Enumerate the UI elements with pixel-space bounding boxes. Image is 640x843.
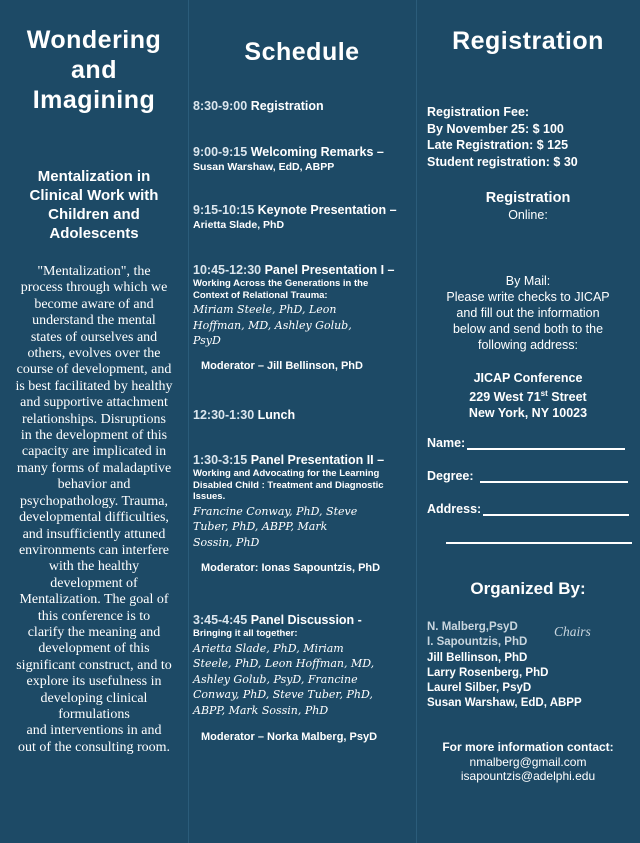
panel-2-speakers: Francine Conway, PhD, Steve Tuber, PhD, ABPP, Mark Sossin, PhD xyxy=(193,504,358,549)
mail-instructions: By Mail: Please write checks to JICAP and fill out the information below and send both to the following address: xyxy=(446,274,610,352)
schedule-column xyxy=(188,0,417,843)
intro-column xyxy=(0,0,189,843)
conference-subtitle: Mentalization in Clinical Work with Children and Adolescents xyxy=(29,168,159,242)
description-line: explore its usefulness in xyxy=(26,674,162,690)
schedule-title: Schedule xyxy=(244,38,360,66)
panel-1-speakers: Miriam Steele, PhD, Leon Hoffman, MD, Ashley Golub, PsyD xyxy=(193,303,352,347)
description-line: is best facilitated by healthy xyxy=(15,378,173,394)
name-line[interactable] xyxy=(467,436,625,450)
description-line: and interventions in and xyxy=(26,723,162,739)
degree-field[interactable]: Degree: xyxy=(427,469,628,483)
description-line: formulations xyxy=(58,706,130,722)
description-line: with the healthy xyxy=(48,559,140,575)
description-line: development of this xyxy=(38,641,150,657)
description-line: in the development of this xyxy=(20,428,168,444)
description-line: relationships. Disruptions xyxy=(22,411,166,427)
description-line: environments can interfere xyxy=(18,542,170,558)
conference-title: Wondering and Imagining xyxy=(26,26,162,114)
conference-description xyxy=(0,264,188,756)
online-registration-label: Online: xyxy=(508,208,548,222)
panel-1-moderator: Moderator – Jill Bellinson, PhD xyxy=(201,359,363,372)
description-line: others, evolves over the xyxy=(27,346,161,362)
description-line: behavior and xyxy=(57,477,131,493)
registration-title: Registration xyxy=(452,27,604,55)
schedule-item-registration: 8:30-9:00 Registration xyxy=(193,99,324,113)
schedule-item-welcome: 9:00-9:15 Welcoming Remarks – Susan Warshaw, EdD, ABPP xyxy=(193,145,384,173)
organizer-list: N. Malberg,PsyD I. Sapountzis, PhD Jill Bellinson, PhD Larry Rosenberg, PhD Laurel Silber, PsyD Susan Warshaw, EdD, ABPP xyxy=(427,621,582,710)
panel-2-moderator: Moderator: Ionas Sapountzis, PhD xyxy=(201,562,381,574)
description-line: "Mentalization", the xyxy=(37,264,151,279)
email-link-sapountzis[interactable]: isapountzis@adelphi.edu xyxy=(460,769,596,783)
address-line-1[interactable] xyxy=(483,502,629,516)
schedule-item-keynote: 9:15-10:15 Keynote Presentation – Arietta Slade, PhD xyxy=(193,203,397,231)
organized-by-title: Organized By: xyxy=(470,579,586,598)
mailing-address: JICAP Conference 229 West 71st Street New York, NY 10023 xyxy=(468,371,588,421)
schedule-item-panel-2: 1:30-3:15 Panel Presentation II – Working and Advocating for the Learning Disabled Child : Treatment and Diagnostic Issues. Francine Conway, PhD, Steve Tuber, PhD, ABPP, Mark Sossin, PhD Moderator: Ionas Sapountzis, PhD xyxy=(193,452,412,575)
description-line: understand the mental xyxy=(32,313,156,329)
schedule-item-panel-1: 10:45-12:30 Panel Presentation I – Working Across the Generations in the Context of Relational Trauma: Miriam Steele, PhD, Leon Hoffman, MD, Ashley Golub, PsyD Moderator – Jill Bellinson, PhD xyxy=(193,262,412,373)
description-line: developmental difficulties, xyxy=(19,510,169,526)
schedule-item-discussion: 3:45-4:45 Panel Discussion - Bringing it all together: Arietta Slade, PhD, Miriam Steele, PhD, Leon Hoffman, MD, Ashley Golub, PsyD, Francine Conway, PhD, Steve Tuber, PhD, ABPP, Mark Sossin, PhD Moderator – Norka Malberg, PsyD xyxy=(193,612,412,744)
contact-info: For more information contact: nmalberg@gmail.com isapountzis@adelphi.edu xyxy=(416,740,640,784)
description-line: states of ourselves and xyxy=(30,329,158,345)
registration-column xyxy=(416,0,640,843)
address-field-2[interactable] xyxy=(444,530,632,544)
online-registration-title: Registration xyxy=(485,190,571,206)
description-line: and insufficiently attuned xyxy=(22,526,166,542)
description-line: out of the consulting room. xyxy=(17,739,171,755)
description-line: course of development, and xyxy=(16,362,172,378)
schedule-item-lunch: 12:30-1:30 Lunch xyxy=(193,408,296,422)
name-field[interactable]: Name: xyxy=(427,436,625,450)
degree-line[interactable] xyxy=(480,469,628,483)
description-line: developing clinical xyxy=(40,690,148,706)
description-line: process through which we xyxy=(20,280,168,296)
description-line: development of xyxy=(50,575,138,591)
discussion-moderator: Moderator – Norka Malberg, PsyD xyxy=(201,731,378,743)
description-line: and supportive attachment xyxy=(20,395,168,411)
description-line: this conference is to xyxy=(37,608,151,624)
description-line: become aware of and xyxy=(34,296,154,312)
email-link-malberg[interactable]: nmalberg@gmail.com xyxy=(469,754,587,769)
description-line: clarify the meaning and xyxy=(27,624,161,640)
description-line: many forms of maladaptive xyxy=(16,460,172,476)
address-field[interactable]: Address: xyxy=(427,502,629,516)
description-line: Mentalization. The goal of xyxy=(19,592,169,608)
description-line: psychopathology. Trauma, xyxy=(19,493,169,509)
chairs-label: Chairs xyxy=(554,624,591,639)
discussion-speakers: Arietta Slade, PhD, Miriam Steele, PhD, Leon Hoffman, MD, Ashley Golub, PsyD, Francine Conway, PhD, Steve Tuber, PhD, ABPP, Mark Sossin, PhD xyxy=(193,641,375,717)
description-line: significant construct, and to xyxy=(16,657,172,673)
description-line: capacity are implicated in xyxy=(21,444,167,460)
registration-fees: Registration Fee: By November 25: $ 100 Late Registration: $ 125 Student registration: $ 30 xyxy=(427,105,578,169)
address-line-2[interactable] xyxy=(446,530,632,544)
